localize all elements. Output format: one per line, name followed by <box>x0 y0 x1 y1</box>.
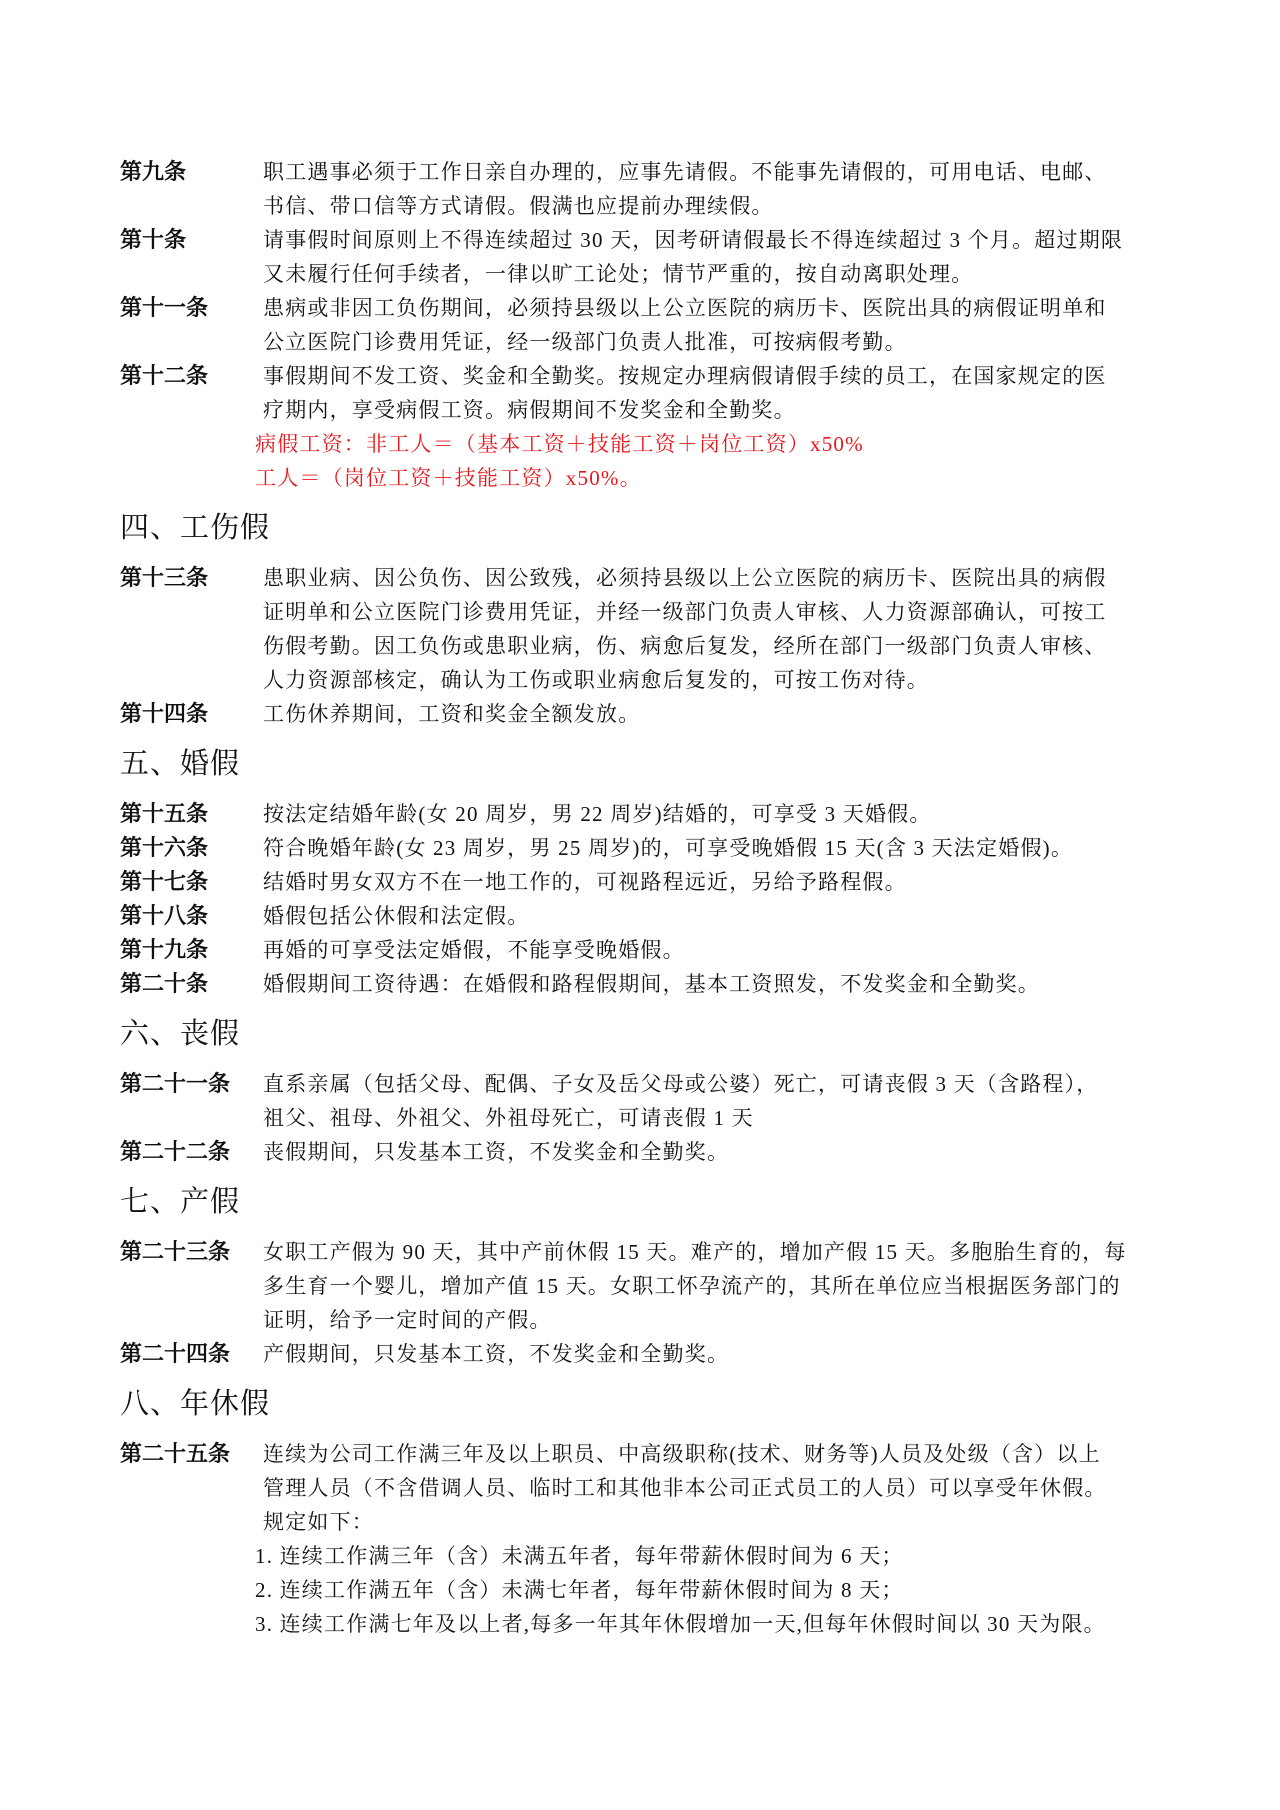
article <box>120 697 1180 731</box>
text-line: 事假期间不发工资、奖金和全勤奖。按规定办理病假请假手续的员工，在国家规定的医 <box>263 364 1107 388</box>
article-body <box>255 1437 1180 1641</box>
text-line: 丧假期间，只发基本工资，不发奖金和全勤奖。 <box>263 1140 730 1164</box>
article-label: 第九条 <box>120 159 187 184</box>
list-item: 1. 连续工作满三年（含）未满五年者，每年带薪休假时间为 6 天； <box>255 1544 904 1568</box>
text-line: 伤假考勤。因工负伤或患职业病，伤、病愈后复发，经所在部门一级部门负责人审核、 <box>263 634 1107 658</box>
text-line: 结婚时男女双方不在一地工作的，可视路程远近，另给予路程假。 <box>263 870 907 894</box>
article <box>120 291 1180 359</box>
formula-line: 病假工资：非工人＝（基本工资＋技能工资＋岗位工资）x50% <box>255 432 864 456</box>
article <box>120 1235 1180 1337</box>
text-line: 婚假包括公休假和法定假。 <box>263 904 530 928</box>
section-heading: 七、产假 <box>120 1186 241 1218</box>
text-line: 祖父、祖母、外祖父、外祖母死亡，可请丧假 1 天 <box>263 1106 754 1130</box>
formula-line: 工人＝（岗位工资＋技能工资）x50%。 <box>255 466 642 490</box>
article-label: 第十条 <box>120 227 187 252</box>
article-label: 第二十二条 <box>120 1139 231 1164</box>
article-label: 第二十四条 <box>120 1341 231 1366</box>
article-label: 第二十一条 <box>120 1071 231 1096</box>
section-heading: 六、丧假 <box>120 1018 241 1050</box>
article-body <box>255 359 1180 495</box>
article-label: 第二十条 <box>120 971 209 996</box>
article-body <box>263 831 1180 865</box>
section-heading: 四、工伤假 <box>120 512 271 544</box>
article-body <box>263 223 1180 291</box>
section <box>120 747 1180 1001</box>
article-label: 第十三条 <box>120 565 209 590</box>
article-body <box>263 1135 1180 1169</box>
text-line: 证明，给予一定时间的产假。 <box>263 1308 552 1332</box>
article-body <box>263 1337 1180 1371</box>
section <box>120 511 1180 731</box>
article <box>120 1437 1180 1641</box>
article <box>120 561 1180 697</box>
article-body <box>263 155 1180 223</box>
section <box>120 1185 1180 1371</box>
article-label: 第十二条 <box>120 363 209 388</box>
text-line: 连续为公司工作满三年及以上职员、中高级职称(技术、财务等)人员及处级（含）以上 <box>263 1442 1101 1466</box>
text-line: 按法定结婚年龄(女 20 周岁，男 22 周岁)结婚的，可享受 3 天婚假。 <box>263 802 932 826</box>
article-label: 第十四条 <box>120 701 209 726</box>
text-line: 规定如下： <box>263 1510 374 1534</box>
text-line: 再婚的可享受法定婚假，不能享受晚婚假。 <box>263 938 685 962</box>
text-line: 人力资源部核定，确认为工伤或职业病愈后复发的，可按工伤对待。 <box>263 668 929 692</box>
list-item: 3. 连续工作满七年及以上者,每多一年其年休假增加一天,但每年休假时间以 30 天为限。 <box>255 1612 1106 1636</box>
text-line: 证明单和公立医院门诊费用凭证，并经一级部门负责人审核、人力资源部确认，可按工 <box>263 600 1107 624</box>
article-label: 第十六条 <box>120 835 209 860</box>
text-line: 又未履行任何手续者，一律以旷工论处；情节严重的，按自动离职处理。 <box>263 262 974 286</box>
section <box>120 155 1180 495</box>
article-label: 第二十五条 <box>120 1441 231 1466</box>
article-label: 第十九条 <box>120 937 209 962</box>
article <box>120 831 1180 865</box>
article <box>120 933 1180 967</box>
text-line: 多生育一个婴儿，增加产值 15 天。女职工怀孕流产的，其所在单位应当根据医务部门的 <box>263 1274 1121 1298</box>
text-line: 公立医院门诊费用凭证，经一级部门负责人批准，可按病假考勤。 <box>263 330 907 354</box>
article-body <box>263 797 1180 831</box>
article <box>120 1135 1180 1169</box>
article <box>120 1337 1180 1371</box>
section-heading: 五、婚假 <box>120 748 241 780</box>
text-line: 工伤休养期间，工资和奖金全额发放。 <box>263 702 641 726</box>
article-label: 第十一条 <box>120 295 209 320</box>
article-body <box>263 561 1180 697</box>
article <box>120 967 1180 1001</box>
text-line: 请事假时间原则上不得连续超过 30 天，因考研请假最长不得连续超过 3 个月。超过期限 <box>263 228 1124 252</box>
section-heading: 八、年休假 <box>120 1388 271 1420</box>
article-label: 第十五条 <box>120 801 209 826</box>
text-line: 患病或非因工负伤期间，必须持县级以上公立医院的病历卡、医院出具的病假证明单和 <box>263 296 1107 320</box>
article-body <box>263 933 1180 967</box>
text-line: 产假期间，只发基本工资，不发奖金和全勤奖。 <box>263 1342 730 1366</box>
text-line: 女职工产假为 90 天，其中产前休假 15 天。难产的，增加产假 15 天。多胞胎生育的，每 <box>263 1240 1127 1264</box>
article <box>120 359 1180 495</box>
text-line: 患职业病、因公负伤、因公致残，必须持县级以上公立医院的病历卡、医院出具的病假 <box>263 566 1107 590</box>
text-line: 直系亲属（包括父母、配偶、子女及岳父母或公婆）死亡，可请丧假 3 天（含路程）， <box>263 1072 1099 1096</box>
text-line: 书信、带口信等方式请假。假满也应提前办理续假。 <box>263 194 774 218</box>
section <box>120 1387 1180 1641</box>
text-line: 婚假期间工资待遇：在婚假和路程假期间，基本工资照发，不发奖金和全勤奖。 <box>263 972 1040 996</box>
article-body <box>263 967 1180 1001</box>
text-line: 符合晚婚年龄(女 23 周岁，男 25 周岁)的，可享受晚婚假 15 天(含 3 天法定婚假)。 <box>263 836 1074 860</box>
article-body <box>263 899 1180 933</box>
section <box>120 1017 1180 1169</box>
document-page <box>120 155 1180 1641</box>
article-body <box>263 291 1180 359</box>
article-body <box>263 697 1180 731</box>
article-body <box>263 1067 1180 1135</box>
article-body <box>263 1235 1180 1337</box>
text-line: 管理人员（不含借调人员、临时工和其他非本公司正式员工的人员）可以享受年休假。 <box>263 1476 1107 1500</box>
article-label: 第十七条 <box>120 869 209 894</box>
article <box>120 797 1180 831</box>
article <box>120 865 1180 899</box>
article-label: 第十八条 <box>120 903 209 928</box>
text-line: 疗期内，享受病假工资。病假期间不发奖金和全勤奖。 <box>263 398 796 422</box>
article <box>120 223 1180 291</box>
article-body <box>263 865 1180 899</box>
article <box>120 1067 1180 1135</box>
list-item: 2. 连续工作满五年（含）未满七年者，每年带薪休假时间为 8 天； <box>255 1578 904 1602</box>
article <box>120 899 1180 933</box>
article-label: 第二十三条 <box>120 1239 231 1264</box>
article <box>120 155 1180 223</box>
text-line: 职工遇事必须于工作日亲自办理的，应事先请假。不能事先请假的，可用电话、电邮、 <box>263 160 1107 184</box>
